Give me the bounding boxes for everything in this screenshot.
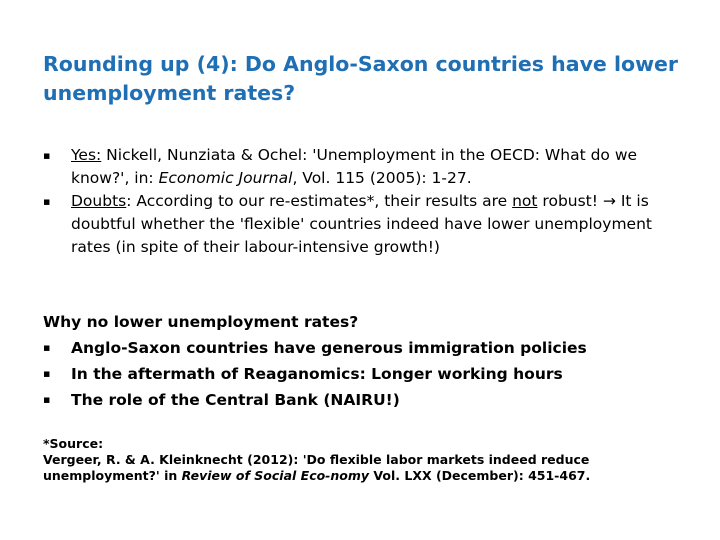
list-item [43,335,693,361]
slide-title: Rounding up (4): Do Anglo-Saxon countries have lower unemployment rates? [43,52,679,105]
list-item [43,190,693,259]
square-bullet-icon: ▪ [43,149,51,162]
list-item-text: The role of the Central Bank (NAIRU!) [71,391,400,409]
section-heading: Why no lower unemployment rates? [43,313,359,331]
yes-label: Yes: [71,146,102,164]
square-bullet-icon: ▪ [43,341,51,354]
journal-title: Review of Social Eco-nomy [181,468,370,483]
journal-title: Economic Journal [158,169,293,187]
square-bullet-icon: ▪ [43,195,51,208]
list-item-text: Yes: Nickell, Nunziata & Ochel: 'Unemployment in the OECD: What do we know?', in: Economic Journal, Vol. 115 (2005): 1-27. [71,146,638,187]
evidence-list [43,144,693,259]
square-bullet-icon: ▪ [43,393,51,406]
list-item [43,361,693,387]
square-bullet-icon: ▪ [43,367,51,380]
list-item-text: Anglo-Saxon countries have generous immigration policies [71,339,587,357]
list-item-text: Doubts: According to our re-estimates*, their results are not robust! → It is doubtful whether the 'flexible' countries indeed have lower unemployment rates (in spite of their labour-intensive growth!) [71,192,652,256]
list-item [43,387,693,413]
not-word: not [512,192,538,210]
reasons-section [43,309,693,413]
source-note [43,436,683,484]
doubts-label: Doubts [71,192,127,210]
list-item-text: In the aftermath of Reaganomics: Longer working hours [71,365,563,383]
source-citation: Vergeer, R. & A. Kleinknecht (2012): 'Do flexible labor markets indeed reduce unemployment?' in Review of Social Eco-nomy Vol. LXX (December): 451-467. [43,452,591,483]
source-label: *Source: [43,436,104,451]
list-item [43,144,693,190]
